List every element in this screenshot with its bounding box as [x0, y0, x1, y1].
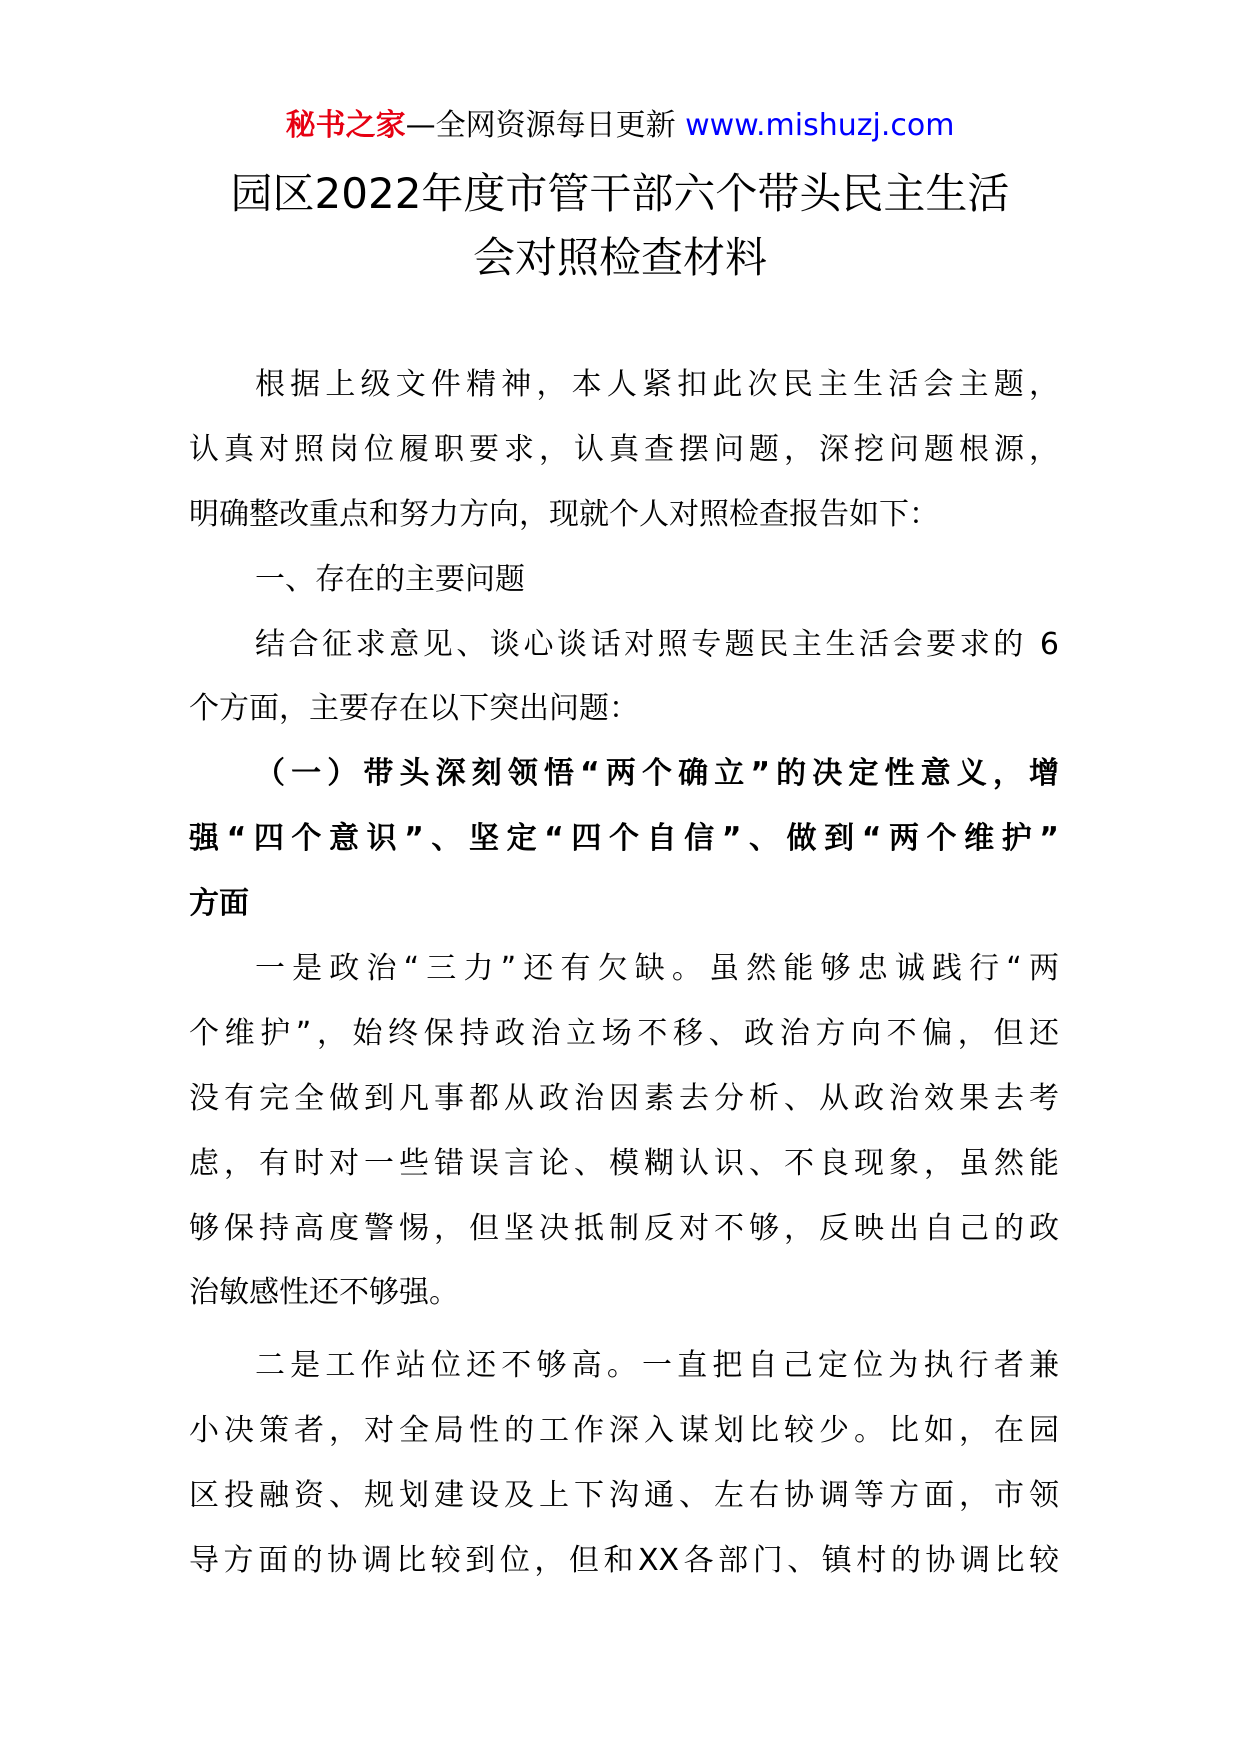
document-body	[189, 353, 1059, 1594]
text-line: （一）带头深刻领悟“两个确立”的决定性意义，增	[255, 756, 1059, 792]
text-line: 方面	[189, 886, 249, 922]
subsection-heading	[189, 742, 1059, 937]
text-line: 认真对照岗位履职要求，认真查摆问题，深挖问题根源，	[189, 431, 1059, 467]
issue-paragraph-2	[189, 1334, 1059, 1594]
text-line: 虑，有时对一些错误言论、模糊认识、不良现象，虽然能	[189, 1145, 1059, 1181]
text-line: 结合征求意见、谈心谈话对照专题民主生活会要求的 6	[255, 626, 1059, 662]
text-line: 二是工作站位还不够高。一直把自己定位为执行者兼	[255, 1348, 1059, 1384]
text-line: 够保持高度警惕，但坚决抵制反对不够，反映出自己的政	[189, 1210, 1059, 1246]
text-line: 个方面，主要存在以下突出问题：	[189, 691, 639, 727]
banner-url-link[interactable]: www.mishuzj.com	[685, 108, 955, 143]
banner-slogan: —全网资源每日更新	[405, 108, 686, 143]
document-title-line-2: 会对照检查材料	[472, 233, 767, 282]
site-banner	[0, 106, 1240, 146]
text-line: 明确整改重点和努力方向，现就个人对照检查报告如下：	[189, 496, 939, 532]
text-line: 一、存在的主要问题	[255, 561, 525, 597]
text-line: 根据上级文件精神，本人紧扣此次民主生活会主题，	[255, 367, 1059, 402]
section-heading	[189, 548, 1059, 613]
text-line: 小决策者，对全局性的工作深入谋划比较少。比如，在园	[189, 1413, 1059, 1449]
text-line: 没有完全做到凡事都从政治因素去分析、从政治效果去考	[189, 1080, 1059, 1116]
text-line: 强“四个意识”、坚定“四个自信”、做到“两个维护”	[189, 821, 1059, 857]
text-line: 治敏感性还不够强。	[189, 1275, 459, 1311]
document-title	[150, 162, 1090, 290]
text-line: 个维护”，始终保持政治立场不移、政治方向不偏，但还	[189, 1015, 1059, 1051]
banner-brand: 秘书之家	[285, 108, 406, 143]
overview-paragraph	[189, 613, 1059, 743]
document-title-line-1: 园区2022年度市管干部六个带头民主生活	[230, 169, 1010, 218]
intro-paragraph	[189, 353, 1059, 548]
text-line: 一是政治“三力”还有欠缺。虽然能够忠诚践行“两	[255, 951, 1059, 987]
text-line: 区投融资、规划建设及上下沟通、左右协调等方面，市领	[189, 1478, 1059, 1514]
issue-paragraph-1	[189, 937, 1059, 1326]
text-line: 导方面的协调比较到位，但和XX各部门、镇村的协调比较	[189, 1543, 1059, 1579]
